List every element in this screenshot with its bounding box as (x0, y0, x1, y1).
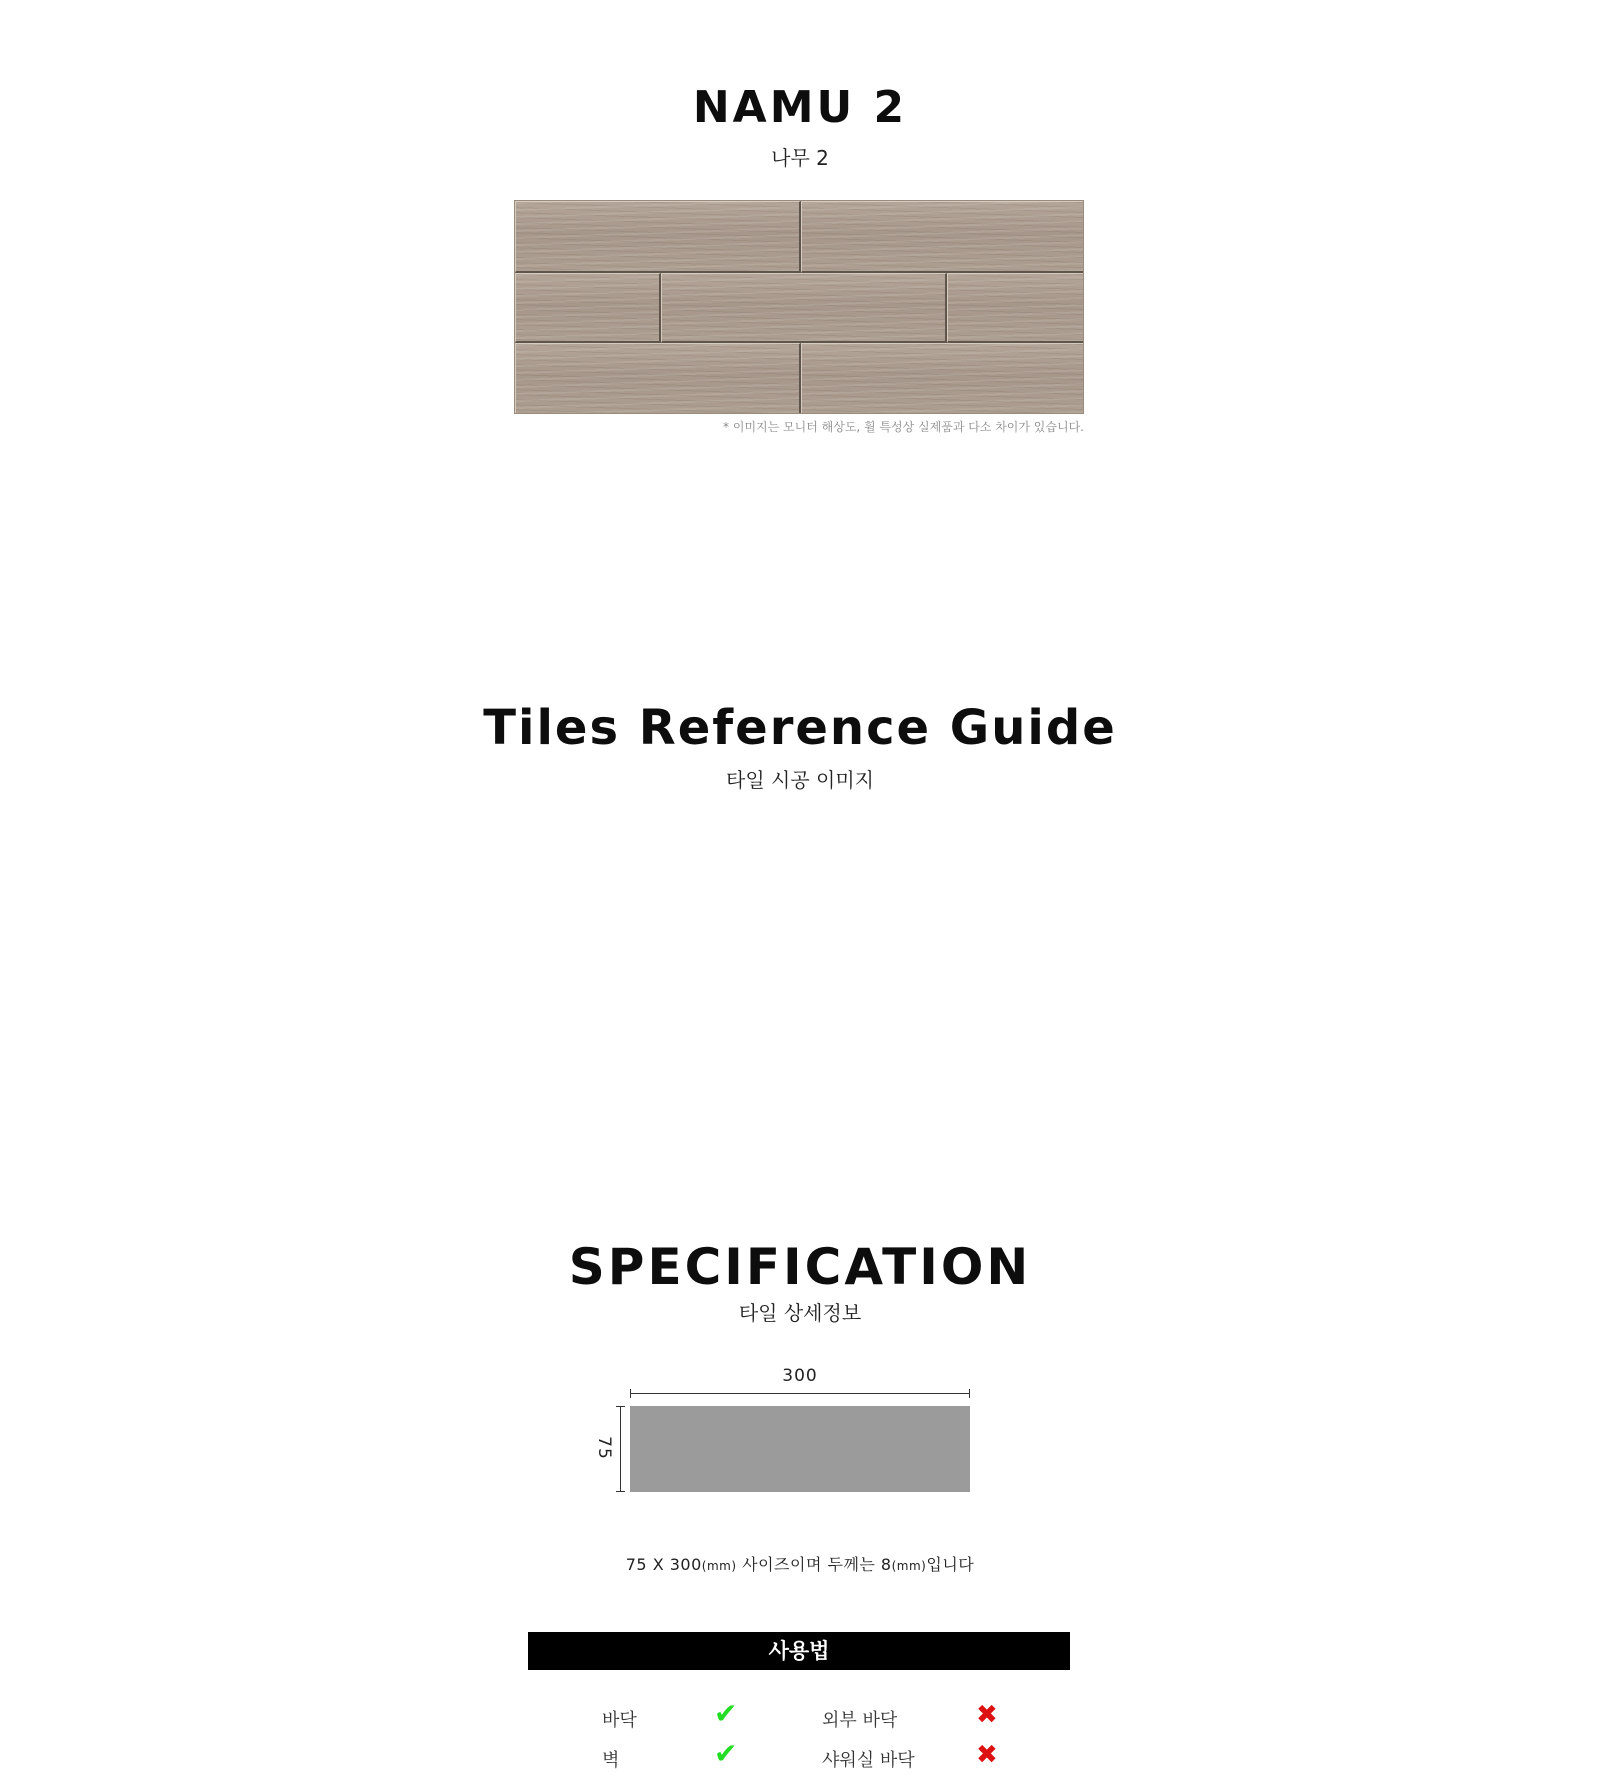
spec-subtitle-wrap (0, 1297, 1600, 1326)
usage-label-exterior-floor: 외부 바닥 (822, 1710, 898, 1731)
tile-plank (661, 273, 947, 343)
usage-header: 사용법 (528, 1632, 1070, 1670)
size-description (0, 1552, 1600, 1575)
cross-icon: ✖ (976, 1700, 998, 1730)
spec-subtitle: 타일 상세정보 (738, 1301, 862, 1325)
thickness-unit: (mm) (891, 1559, 927, 1573)
reference-title: Tiles Reference Guide (483, 700, 1117, 756)
spec-header (0, 1238, 1600, 1296)
height-dimension-line (620, 1406, 621, 1492)
usage-label-shower-floor: 샤워실 바닥 (822, 1750, 915, 1771)
width-dimension-label: 300 (782, 1366, 818, 1386)
height-dimension-tick (616, 1406, 625, 1407)
tile-plank (515, 343, 801, 414)
product-subtitle: 나무 2 (771, 146, 829, 170)
height-dimension-tick (616, 1491, 625, 1492)
height-dimension-label: 75 (594, 1436, 614, 1460)
cross-icon: ✖ (976, 1740, 998, 1770)
reference-header (0, 700, 1600, 756)
usage-label-floor: 바닥 (602, 1710, 637, 1731)
tile-plank (515, 273, 661, 343)
tile-image (514, 200, 1084, 414)
tile-plank (947, 273, 1084, 343)
check-icon: ✔ (714, 1697, 738, 1730)
product-title: NAMU 2 (692, 82, 908, 133)
tile-plank (801, 201, 1084, 273)
width-dimension-tick (969, 1389, 970, 1398)
tile-plank (801, 343, 1084, 414)
size-end: 입니다 (926, 1555, 975, 1574)
width-dimension-tick (630, 1389, 631, 1398)
reference-subtitle: 타일 시공 이미지 (726, 768, 874, 792)
reference-subtitle-wrap (0, 764, 1600, 793)
tile-size-diagram (630, 1406, 970, 1492)
check-icon: ✔ (714, 1737, 738, 1770)
product-subtitle-wrap (0, 142, 1600, 171)
image-disclaimer: * 이미지는 모니터 해상도, 휠 특성상 실제품과 다소 차이가 있습니다. (723, 420, 1084, 434)
width-dimension-line (630, 1393, 970, 1394)
usage-label-wall: 벽 (602, 1750, 620, 1771)
tile-plank (515, 201, 801, 273)
size-main: 75 X 300 (625, 1555, 702, 1574)
spec-title: SPECIFICATION (568, 1238, 1032, 1296)
product-header (0, 82, 1600, 133)
size-unit: (mm) (701, 1559, 737, 1573)
size-mid: 사이즈이며 두께는 8 (736, 1555, 892, 1574)
